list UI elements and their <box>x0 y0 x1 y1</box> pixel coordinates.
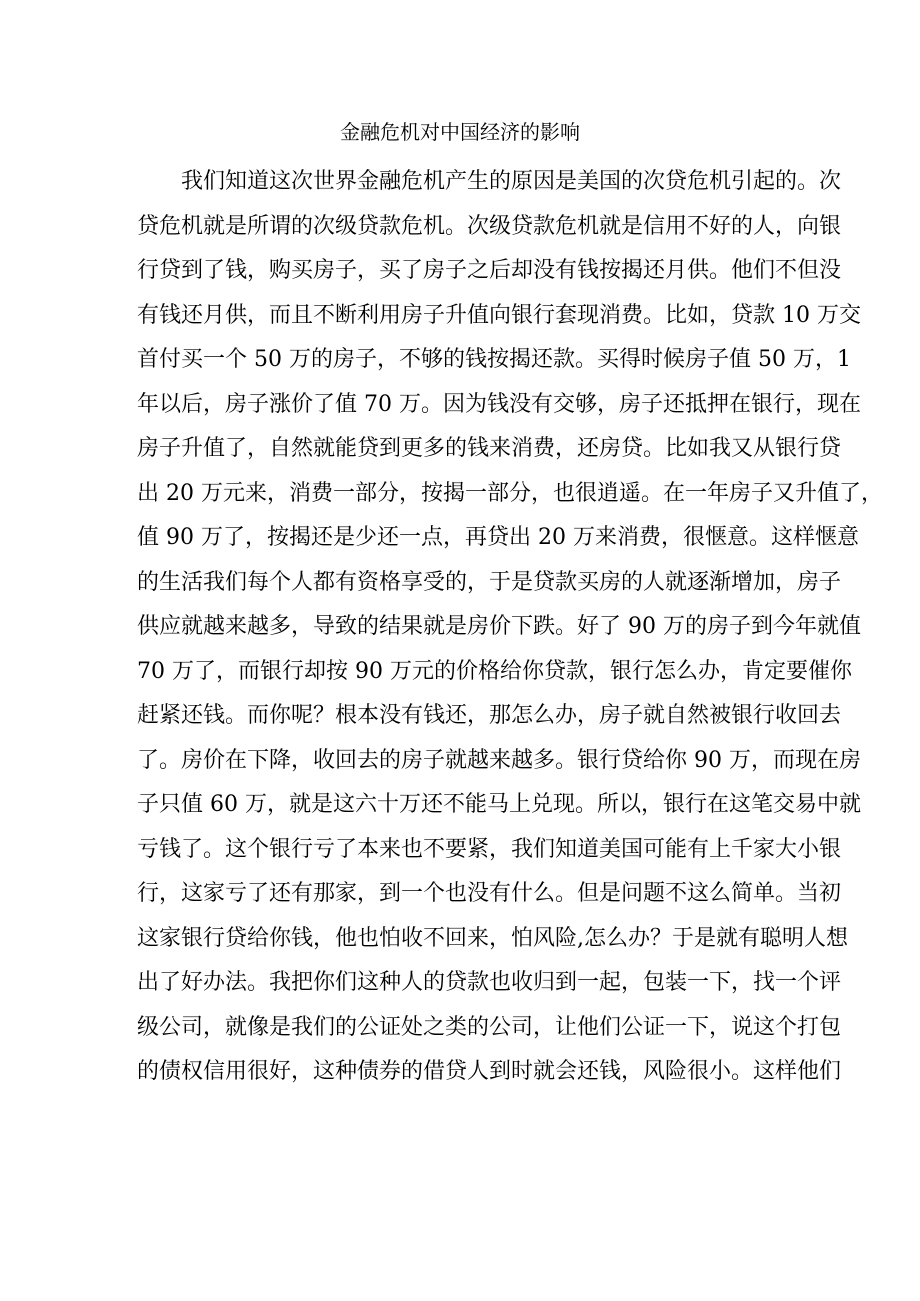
paragraph-line: 首付买一个 50 万的房子，不够的钱按揭还款。买得时候房子值 50 万，1 <box>137 347 851 372</box>
paragraph-line: 的生活我们每个人都有资格享受的，于是贷款买房的人就逐渐增加，房子 <box>137 569 842 595</box>
paragraph-line: 行贷到了钱，购买房子，买了房子之后却没有钱按揭还月供。他们不但没 <box>137 258 842 283</box>
paragraph-line: 值 90 万了，按揭还是少还一点，再贷出 20 万来消费，很惬意。这样惬意 <box>137 525 859 550</box>
paragraph-line: 贷危机就是所谓的次级贷款危机。次级贷款危机就是信用不好的人，向银 <box>137 213 842 239</box>
paragraph-line: 出 20 万元来，消费一部分，按揭一部分，也很逍遥。在一年房子又升值了， <box>137 480 883 506</box>
body-paragraph <box>137 160 883 1095</box>
paragraph-line: 行，这家亏了还有那家，到一个也没有什么。但是问题不这么简单。当初 <box>137 881 842 906</box>
paragraph-line: 了。房价在下降，收回去的房子就越来越多。银行贷给你 90 万，而现在房 <box>137 747 861 773</box>
paragraph-line: 级公司，就像是我们的公证处之类的公司，让他们公证一下，说这个打包 <box>137 1014 842 1040</box>
paragraph-line: 赶紧还钱。而你呢？根本没有钱还，那怎么办，房子就自然被银行收回去 <box>137 703 842 728</box>
document-title: 金融危机对中国经济的影响 <box>340 120 580 144</box>
paragraph-line: 房子升值了，自然就能贷到更多的钱来消费，还房贷。比如我又从银行贷 <box>137 436 842 461</box>
paragraph-line: 供应就越来越多，导致的结果就是房价下跌。好了 90 万的房子到今年就值 <box>137 614 861 639</box>
paragraph-line: 这家银行贷给你钱，他也怕收不回来，怕风险,怎么办？于是就有聪明人想 <box>137 925 848 951</box>
paragraph-line: 的债权信用很好，这种债券的借贷人到时就会还钱，风险很小。这样他们 <box>137 1059 842 1084</box>
paragraph-line: 子只值 60 万，就是这六十万还不能马上兑现。所以，银行在这笔交易中就 <box>137 792 861 817</box>
paragraph-line: 70 万了，而银行却按 90 万元的价格给你贷款，银行怎么办，肯定要催你 <box>137 658 852 684</box>
paragraph-line: 亏钱了。这个银行亏了本来也不要紧，我们知道美国可能有上千家大小银 <box>137 836 842 862</box>
paragraph-line: 有钱还月供，而且不断利用房子升值向银行套现消费。比如，贷款 10 万交 <box>137 302 861 328</box>
paragraph-line: 年以后，房子涨价了值 70 万。因为钱没有交够，房子还抵押在银行，现在 <box>137 391 861 417</box>
paragraph-line: 我们知道这次世界金融危机产生的原因是美国的次贷危机引起的。次 <box>181 169 842 194</box>
paragraph-line: 出了好办法。我把你们这种人的贷款也收归到一起，包装一下，找一个评 <box>137 970 842 995</box>
